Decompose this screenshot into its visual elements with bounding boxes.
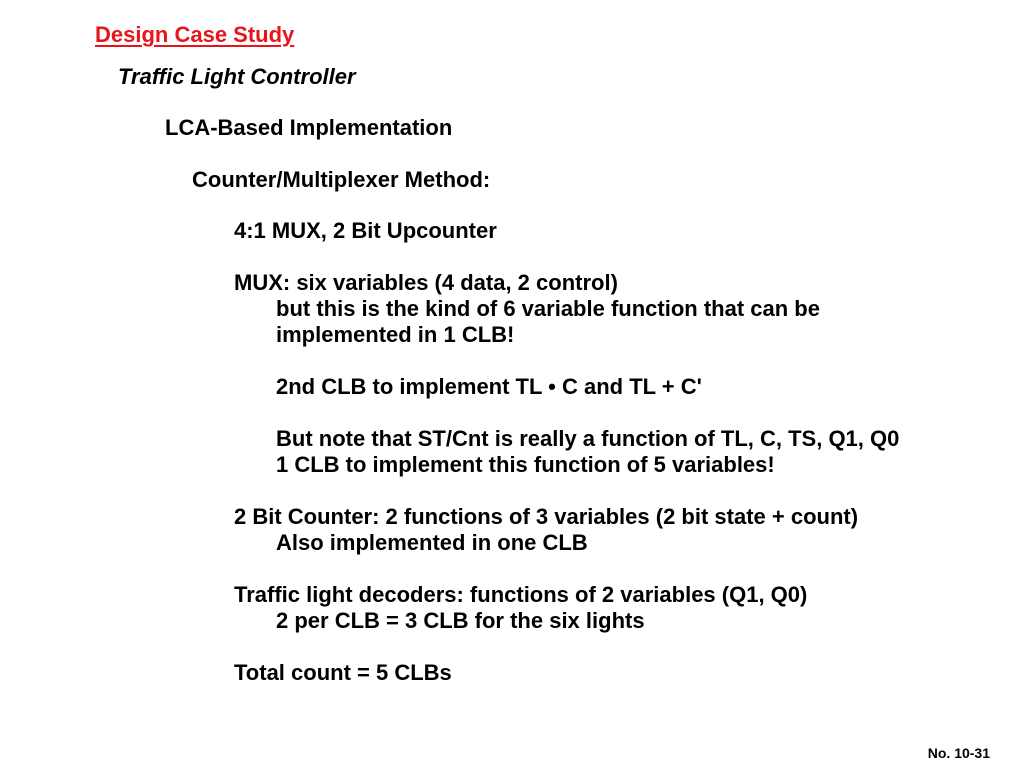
- mux-note-line-1: but this is the kind of 6 variable function that can be: [276, 296, 820, 321]
- implementation-heading: LCA-Based Implementation: [165, 115, 453, 140]
- decoders-note-line: 2 per CLB = 3 CLB for the six lights: [276, 608, 645, 633]
- slide-subtitle: Traffic Light Controller: [118, 64, 356, 89]
- page-number: No. 10-31: [927, 745, 990, 761]
- mux-note-line-2: implemented in 1 CLB!: [276, 322, 515, 347]
- slide-title: Design Case Study: [95, 22, 295, 47]
- mux-counter-line: 4:1 MUX, 2 Bit Upcounter: [234, 218, 497, 243]
- stcnt-note-line-1: But note that ST/Cnt is really a function of TL, C, TS, Q1, Q0: [276, 426, 900, 451]
- total-count-line: Total count = 5 CLBs: [234, 660, 452, 685]
- second-clb-line: 2nd CLB to implement TL • C and TL + C': [276, 374, 702, 399]
- counter-line: 2 Bit Counter: 2 functions of 3 variables (2 bit state + count): [234, 504, 859, 529]
- mux-variables-line: MUX: six variables (4 data, 2 control): [234, 270, 618, 295]
- decoders-line: Traffic light decoders: functions of 2 variables (Q1, Q0): [234, 582, 808, 607]
- stcnt-note-line-2: 1 CLB to implement this function of 5 variables!: [276, 452, 775, 477]
- method-heading: Counter/Multiplexer Method:: [192, 167, 491, 192]
- counter-note-line: Also implemented in one CLB: [276, 530, 588, 555]
